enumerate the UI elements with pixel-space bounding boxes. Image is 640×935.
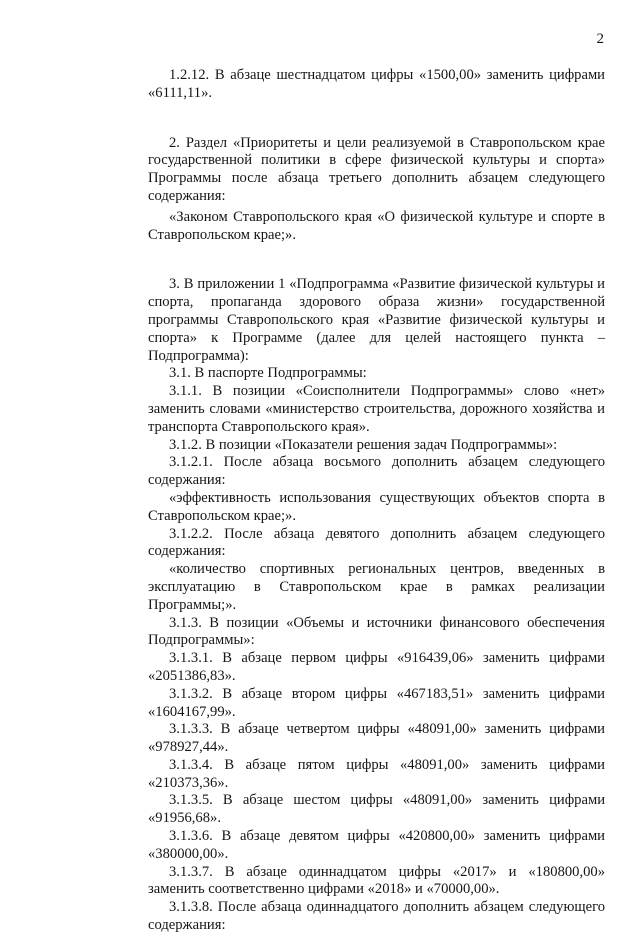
paragraph-2: 2. Раздел «Приоритеты и цели реализуемой в Ставропольском крае государственной политики в сфере физической культуры и спорта» Программы после абзаца третьего дополнить абзацем следующего содержания: (148, 134, 605, 204)
paragraph-3-1-2-1: 3.1.2.1. После абзаца восьмого дополнить абзацем следующего содержания: (148, 454, 605, 489)
paragraph-3-1-3-1: 3.1.3.1. В абзаце первом цифры «916439,06» заменить цифрами «2051386,83». (148, 650, 605, 684)
paragraph-3-1-3-7: 3.1.3.7. В абзаце одиннадцатом цифры «2017» и «180800,00» заменить соответственно цифрами «2018» и «70000,00». (148, 863, 605, 898)
paragraph-3-1-2-1-quote: «эффективность использования существующих объектов спорта в Ставропольском крае;». (148, 489, 605, 524)
paragraph-3-1-2-2-quote: «количество спортивных региональных центров, введенных в эксплуатацию в Ставропольском крае в рамках реализации Программы;». (148, 561, 605, 613)
paragraph-3-1-2-2: 3.1.2.2. После абзаца девятого дополнить абзацем следующего содержания: (148, 525, 605, 560)
page-number: 2 (596, 31, 604, 47)
paragraph-3-1-3-4: 3.1.3.4. В абзаце пятом цифры «48091,00» заменить цифрами «210373,36». (148, 756, 605, 791)
paragraph-3-1: 3.1. В паспорте Подпрограммы: (169, 365, 367, 382)
paragraph-3-1-1: 3.1.1. В позиции «Соисполнители Подпрограммы» слово «нет» заменить словами «министерство строительства, дорожного хозяйства и транспорта Ставропольского края». (148, 383, 605, 435)
paragraph-3-1-3-2: 3.1.3.2. В абзаце втором цифры «467183,51» заменить цифрами «1604167,99». (148, 685, 605, 720)
paragraph-3: 3. В приложении 1 «Подпрограмма «Развитие физической культуры и спорта, пропаганда здорового образа жизни» государственной программы Ставропольского края «Развитие физической культуры и спорта» к Программе (далее для целей настоящего пункта – Подпрограмма): (148, 276, 605, 364)
paragraph-3-1-2: 3.1.2. В позиции «Показатели решения задач Подпрограммы»: (169, 436, 558, 453)
paragraph-3-1-3-8: 3.1.3.8. После абзаца одиннадцатого дополнить абзацем следующего содержания: (148, 899, 605, 934)
paragraph-3-1-3-6: 3.1.3.6. В абзаце девятом цифры «420800,00» заменить цифрами «380000,00». (148, 828, 605, 862)
paragraph-3-1-3-3: 3.1.3.3. В абзаце четвертом цифры «48091,00» заменить цифрами «978927,44». (148, 721, 605, 756)
paragraph-2-quote: «Законом Ставропольского края «О физической культуре и спорте в Ставропольском крае;». (148, 208, 605, 243)
paragraph-1-2-12: 1.2.12. В абзаце шестнадцатом цифры «1500,00» заменить цифрами «6111,11». (148, 67, 605, 101)
document-body (148, 67, 605, 935)
paragraph-3-1-3: 3.1.3. В позиции «Объемы и источники финансового обеспечения Подпрограммы»: (148, 614, 605, 649)
paragraph-3-1-3-5: 3.1.3.5. В абзаце шестом цифры «48091,00» заменить цифрами «91956,68». (148, 792, 605, 827)
